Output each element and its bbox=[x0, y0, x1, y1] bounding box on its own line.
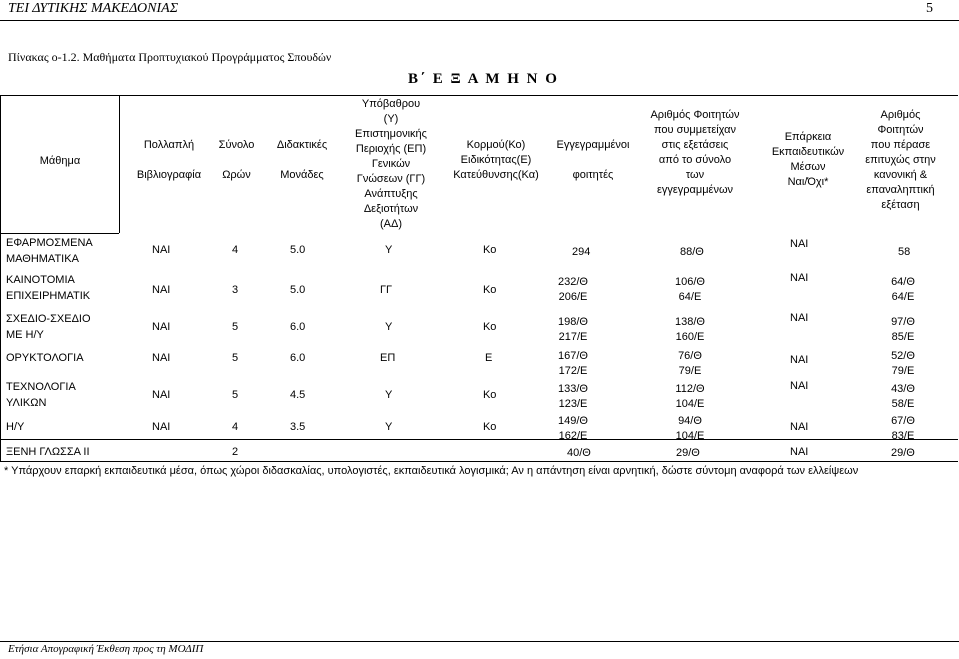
units-cell: 5.0 bbox=[290, 244, 306, 256]
units-cell: 6.0 bbox=[290, 352, 306, 364]
col-header-hours: Σύνολο Ωρών bbox=[218, 139, 255, 181]
participated-cell: 138/Θ 160/Ε bbox=[675, 316, 705, 343]
passed-cell: 52/Θ 79/Ε bbox=[891, 350, 915, 377]
col-header-enrolled: Εγγεγραμμένοι φοιτητές bbox=[556, 139, 630, 181]
col-header-participated: Αριθμός Φοιτητών που συμμετείχαν στις εξετάσεις από το σύνολο των εγγεγραμμένων bbox=[650, 109, 740, 196]
units-cell: 3.5 bbox=[290, 421, 306, 433]
passed-cell: 43/Θ 58/Ε bbox=[891, 383, 915, 410]
core-cell: Ε bbox=[485, 352, 493, 364]
means-cell: ΝΑΙ bbox=[790, 312, 809, 324]
core-cell: Κο bbox=[483, 284, 497, 296]
courses-table bbox=[0, 95, 958, 462]
core-cell: Κο bbox=[483, 389, 497, 401]
type-cell: Υ bbox=[385, 321, 393, 333]
means-cell: ΝΑΙ bbox=[790, 446, 809, 458]
col-header-type: Υπόβαθρου (Υ) Επιστημονικής Περιοχής (ΕΠ) Γενικών Γνώσεων (ΓΓ) Ανάπτυξης Δεξιοτήτων (ΑΔ) bbox=[355, 98, 427, 230]
enrolled-cell: 40/Θ bbox=[567, 447, 591, 459]
course-name: ΞΕΝΗ ΓΛΩΣΣΑ ΙΙ bbox=[6, 446, 90, 458]
table-caption: Πίνακας ο-1.2. Μαθήματα Προπτυχιακού Προγράμματος Σπουδών bbox=[8, 50, 332, 64]
semester-title: Β΄ Ε Ξ Α Μ Η Ν Ο bbox=[408, 71, 559, 87]
means-cell: ΝΑΙ bbox=[790, 421, 809, 433]
course-name: ΟΡΥΚΤΟΛΟΓΙΑ bbox=[6, 352, 84, 364]
enrolled-cell: 149/Θ 162/Ε bbox=[558, 415, 588, 442]
means-cell: ΝΑΙ bbox=[790, 272, 809, 284]
participated-cell: 106/Θ 64/Ε bbox=[675, 276, 705, 303]
bibliography-cell: ΝΑΙ bbox=[152, 321, 171, 333]
units-cell: 5.0 bbox=[290, 284, 306, 296]
column-divider bbox=[119, 96, 120, 233]
means-cell: ΝΑΙ bbox=[790, 380, 809, 392]
passed-cell: 97/Θ 85/Ε bbox=[891, 316, 915, 343]
hours-cell: 3 bbox=[232, 284, 239, 296]
col-header-course: Μάθημα bbox=[39, 155, 81, 167]
hours-cell: 2 bbox=[232, 446, 239, 458]
course-name: ΣΧΕΔΙΟ-ΣΧΕΔΙΟ ΜΕ Η/Υ bbox=[6, 313, 91, 341]
enrolled-cell: 167/Θ 172/Ε bbox=[558, 350, 588, 377]
bibliography-cell: ΝΑΙ bbox=[152, 244, 171, 256]
passed-cell: 67/Θ 83/Ε bbox=[891, 415, 915, 442]
col-header-passed: Αριθμός Φοιτητών που πέρασε επιτυχώς στην κανονική & επαναληπτική εξέταση bbox=[865, 109, 936, 211]
enrolled-cell: 133/Θ 123/Ε bbox=[558, 383, 588, 410]
col-header-bibliography: Πολλαπλή Βιβλιογραφία bbox=[136, 139, 202, 181]
col-header-means: Επάρκεια Εκπαιδευτικών Μέσων Ναι/Όχι* bbox=[771, 131, 845, 188]
page-header bbox=[0, 0, 959, 21]
participated-cell: 29/Θ bbox=[676, 447, 700, 459]
course-name: Η/Υ bbox=[6, 421, 25, 433]
type-cell: ΓΓ bbox=[380, 284, 393, 296]
page-footer: Ετήσια Απογραφική Έκθεση προς τη ΜΟΔΙΠ bbox=[8, 643, 204, 655]
hours-cell: 5 bbox=[232, 321, 239, 333]
type-cell: ΕΠ bbox=[380, 352, 396, 364]
participated-cell: 112/Θ 104/Ε bbox=[675, 383, 705, 410]
bibliography-cell: ΝΑΙ bbox=[152, 389, 171, 401]
row-divider bbox=[1, 439, 958, 440]
hours-cell: 5 bbox=[232, 389, 239, 401]
page-number: 5 bbox=[926, 1, 933, 16]
course-name: ΚΑΙΝΟΤΟΜΙΑ ΕΠΙΧΕΙΡΗΜΑΤΙΚ bbox=[6, 274, 91, 302]
bibliography-cell: ΝΑΙ bbox=[152, 352, 171, 364]
core-cell: Κο bbox=[483, 321, 497, 333]
hours-cell: 4 bbox=[232, 421, 239, 433]
means-cell: ΝΑΙ bbox=[790, 354, 809, 366]
participated-cell: 88/Θ bbox=[680, 246, 704, 258]
bibliography-cell: ΝΑΙ bbox=[152, 421, 171, 433]
institution-name: ΤΕΙ ΔΥΤΙΚΗΣ ΜΑΚΕΔΟΝΙΑΣ bbox=[8, 1, 179, 16]
hours-cell: 5 bbox=[232, 352, 239, 364]
participated-cell: 76/Θ 79/Ε bbox=[678, 350, 702, 377]
col-header-core: Κορμού(Κο) Ειδικότητας(Ε) Κατεύθυνσης(Κα) bbox=[453, 139, 539, 181]
bibliography-cell: ΝΑΙ bbox=[152, 284, 171, 296]
course-name: ΤΕΧΝΟΛΟΓΙΑ ΥΛΙΚΩΝ bbox=[6, 381, 76, 409]
footnote: * Υπάρχουν επαρκή εκπαιδευτικά μέσα, όπως χώροι διδασκαλίας, υπολογιστές, εκπαιδευτικά λογισμικά; Αν η απάντηση είναι αρνητική, δώστε σύντομη αναφορά των ελλείψεων bbox=[4, 465, 859, 477]
header-divider bbox=[1, 233, 119, 234]
core-cell: Κο bbox=[483, 244, 497, 256]
type-cell: Υ bbox=[385, 244, 393, 256]
enrolled-cell: 198/Θ 217/Ε bbox=[558, 316, 588, 343]
units-cell: 6.0 bbox=[290, 321, 306, 333]
type-cell: Υ bbox=[385, 421, 393, 433]
col-header-units: Διδακτικές Μονάδες bbox=[276, 139, 328, 181]
passed-cell: 58 bbox=[898, 246, 911, 258]
enrolled-cell: 232/Θ 206/Ε bbox=[558, 276, 588, 303]
core-cell: Κο bbox=[483, 421, 497, 433]
hours-cell: 4 bbox=[232, 244, 239, 256]
passed-cell: 64/Θ 64/Ε bbox=[891, 276, 915, 303]
type-cell: Υ bbox=[385, 389, 393, 401]
enrolled-cell: 294 bbox=[572, 246, 591, 258]
passed-cell: 29/Θ bbox=[891, 447, 915, 459]
course-name: ΕΦΑΡΜΟΣΜΕΝΑ ΜΑΘΗΜΑΤΙΚΑ bbox=[6, 237, 93, 265]
footer-divider bbox=[0, 641, 959, 642]
participated-cell: 94/Θ 104/Ε bbox=[675, 415, 705, 442]
units-cell: 4.5 bbox=[290, 389, 306, 401]
means-cell: ΝΑΙ bbox=[790, 238, 809, 250]
